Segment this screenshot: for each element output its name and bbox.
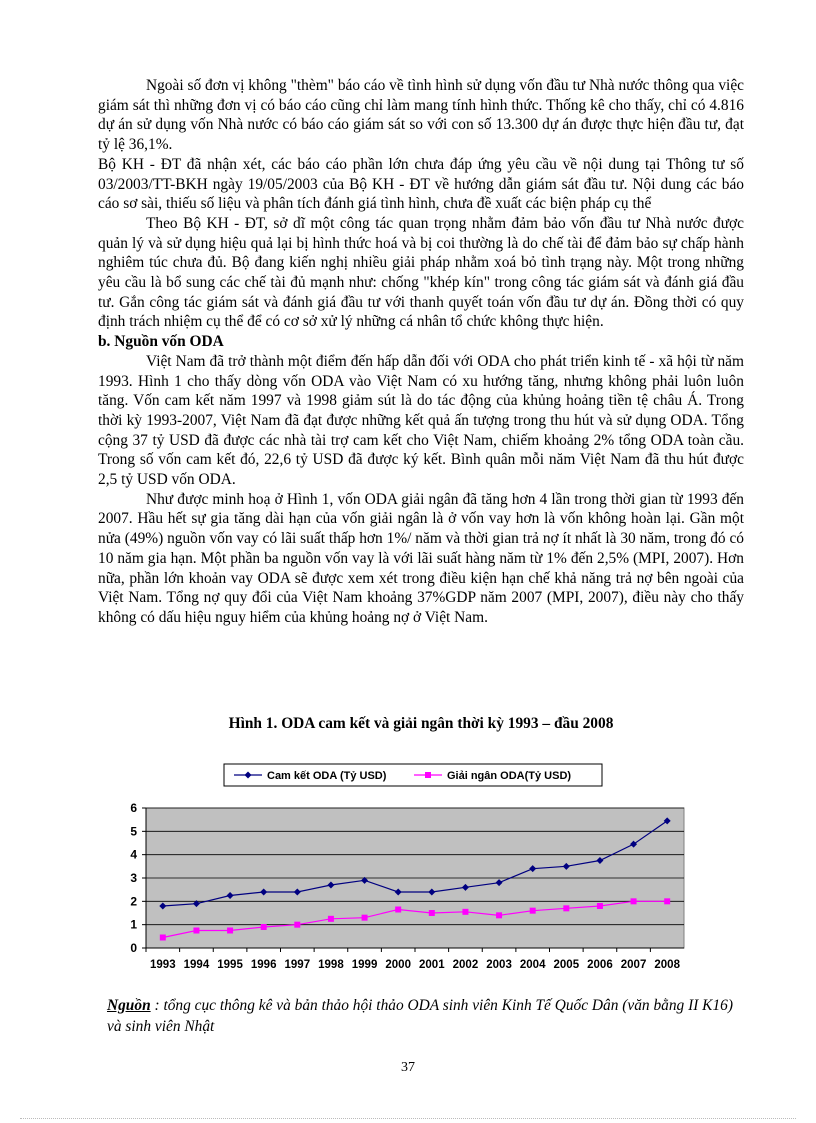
series-1-point-5 [328, 916, 334, 922]
paragraph-4: Việt Nam đã trở thành một điểm đến hấp dẫn đối với ODA cho phát triển kinh tế - xã hội từ năm 1993. Hình 1 cho thấy dòng vốn ODA vào Việt Nam có xu hướng tăng, nhưng không phải luôn luôn tăng. Vốn cam kết năm 1997 và 1998 giảm sút là do tác động của khủng hoảng tiền tệ châu Á. Trong thời kỳ 1993-2007, Việt Nam đã đạt được những kết quả ấn tượng trong thu hút và sử dụng ODA. Tổng cộng 37 tỷ USD đã được các nhà tài trợ cam kết cho Việt Nam, chiếm khoảng 2% tổng ODA toàn cầu. Trong số vốn cam kết đó, 22,6 tỷ USD đã được ký kết. Bình quân mỗi năm Việt Nam đã thu hút được 2,5 tỷ USD vốn ODA. [98, 352, 744, 489]
paragraph-5: Như được minh hoạ ở Hình 1, vốn ODA giải ngân đã tăng hơn 4 lần trong thời gian từ 1993 đến 2007. Hầu hết sự gia tăng dài hạn của vốn giải ngân là ở vốn vay hơn là vốn không hoàn lại. Gần một nửa (49%) nguồn vốn vay có lãi suất thấp hơn 1%/ năm và thời gian trả nợ ít nhất là 30 năm, trong đó có 10 năm gia hạn. Một phần ba nguồn vốn vay là với lãi suất hàng năm từ 1% đến 2,5% (MPI, 2007). Hơn nữa, phần lớn khoản vay ODA sẽ được xem xét trong điều kiện hạn chế khả năng trả nợ bên ngoài của Việt Nam. Tổng nợ quy đổi của Việt Nam khoảng 37%GDP năm 2007 (MPI, 2007), điều này cho thấy không có dấu hiệu nguy hiểm của khủng hoảng nợ ở Việt Nam. [98, 490, 744, 626]
source-text: : tổng cục thông kê và bản thảo hội thảo ODA sinh viên Kinh Tế Quốc Dân (văn bằng II K16) và sinh viên Nhật [107, 997, 733, 1035]
x-tick-label-12: 2005 [553, 959, 580, 971]
document-body [98, 76, 744, 628]
legend-label-1: Giải ngân ODA(Tỷ USD) [447, 770, 572, 782]
source-note [107, 995, 747, 1037]
series-1-point-3 [261, 924, 267, 930]
y-tick-label-2: 2 [130, 894, 137, 909]
x-tick-label-1: 1994 [183, 959, 210, 971]
series-1-point-8 [429, 910, 435, 916]
series-1-point-11 [530, 908, 536, 914]
paragraph-3: Theo Bộ KH - ĐT, sở dĩ một công tác quan trọng nhằm đảm bảo vốn đầu tư Nhà nước được quản lý và sử dụng hiệu quả lại bị hình thức hoá và bị coi thường là do chế tài để đảm bảo sự chấp hành nghiêm túc chưa đủ. Bộ đang kiến nghị nhiều giải pháp nhằm xoá bỏ tình trạng này. Một trong những yêu cầu là bổ sung các chế tài đủ mạnh như: chống "khép kín" trong công tác giám sát và đánh giá đầu tư. Gắn công tác giám sát và đánh giá đầu tư với thanh quyết toán vốn đầu tư dự án. Đồng thời có quy định trách nhiệm cụ thể để có cơ sở xử lý những cá nhân tổ chức không thực hiện. [98, 214, 744, 331]
series-1-point-15 [664, 898, 670, 904]
series-1-point-9 [462, 909, 468, 915]
y-tick-label-5: 5 [130, 824, 137, 839]
x-tick-label-9: 2002 [452, 959, 479, 971]
y-tick-label-6: 6 [130, 801, 137, 815]
paragraph-1: Ngoài số đơn vị không "thèm" báo cáo về tình hình sử dụng vốn đầu tư Nhà nước thông qua việc giám sát thì những đơn vị có báo cáo cũng chỉ làm mang tính hình thức. Thống kê cho thấy, chỉ có 4.816 dự án sử dụng vốn Nhà nước có báo cáo giám sát so với con số 13.300 dự án được thực hiện đầu tư, đạt tỷ lệ 36,1%. [98, 77, 744, 154]
y-tick-label-4: 4 [130, 847, 137, 862]
series-1-point-14 [631, 898, 637, 904]
source-label: Nguồn [107, 997, 151, 1014]
series-1-point-13 [597, 903, 603, 909]
x-tick-label-4: 1997 [284, 959, 311, 971]
series-1-point-10 [496, 912, 502, 918]
x-tick-label-13: 2006 [587, 959, 613, 971]
x-tick-label-11: 2004 [519, 959, 546, 971]
paragraph-2: Bộ KH - ĐT đã nhận xét, các báo cáo phần lớn chưa đáp ứng yêu cầu về nội dung tại Thông tư số 03/2003/TT-BKH ngày 19/05/2003 của Bộ KH - ĐT về hướng dẫn giám sát đầu tư. Nội dung các báo cáo sơ sài, thiếu số liệu và phân tích đánh giá tình hình, chưa đề xuất các biện pháp cụ thể [98, 155, 744, 213]
x-tick-label-7: 2000 [385, 959, 411, 971]
x-tick-label-14: 2007 [620, 959, 647, 971]
series-1-point-6 [362, 915, 368, 921]
figure-title: Hình 1. ODA cam kết và giải ngân thời kỳ 1993 – đầu 2008 [228, 715, 614, 732]
y-tick-label-1: 1 [130, 917, 137, 932]
series-1-point-7 [395, 907, 401, 913]
page-bottom-rule [20, 1118, 796, 1119]
legend-marker-1 [425, 772, 431, 778]
x-tick-label-2: 1995 [217, 959, 243, 971]
x-tick-label-3: 1996 [250, 959, 277, 971]
y-tick-label-3: 3 [130, 871, 137, 885]
section-heading: b. Nguồn vốn ODA [98, 333, 224, 351]
x-tick-label-15: 2008 [654, 959, 680, 971]
x-tick-label-0: 1993 [150, 959, 176, 971]
chart-svg [114, 760, 694, 985]
series-1-point-2 [227, 928, 233, 934]
series-1-point-0 [160, 935, 166, 941]
x-tick-label-8: 2001 [419, 959, 445, 971]
page-number: 37 [401, 1060, 415, 1075]
x-tick-label-10: 2003 [486, 959, 512, 971]
oda-chart [114, 760, 694, 985]
series-1-point-1 [193, 928, 199, 934]
series-1-point-12 [563, 905, 569, 911]
x-tick-label-5: 1998 [318, 959, 344, 971]
x-tick-label-6: 1999 [351, 959, 378, 971]
legend-label-0: Cam kết ODA (Tỷ USD) [267, 770, 387, 782]
series-1-point-4 [294, 922, 300, 928]
y-tick-label-0: 0 [130, 941, 137, 955]
